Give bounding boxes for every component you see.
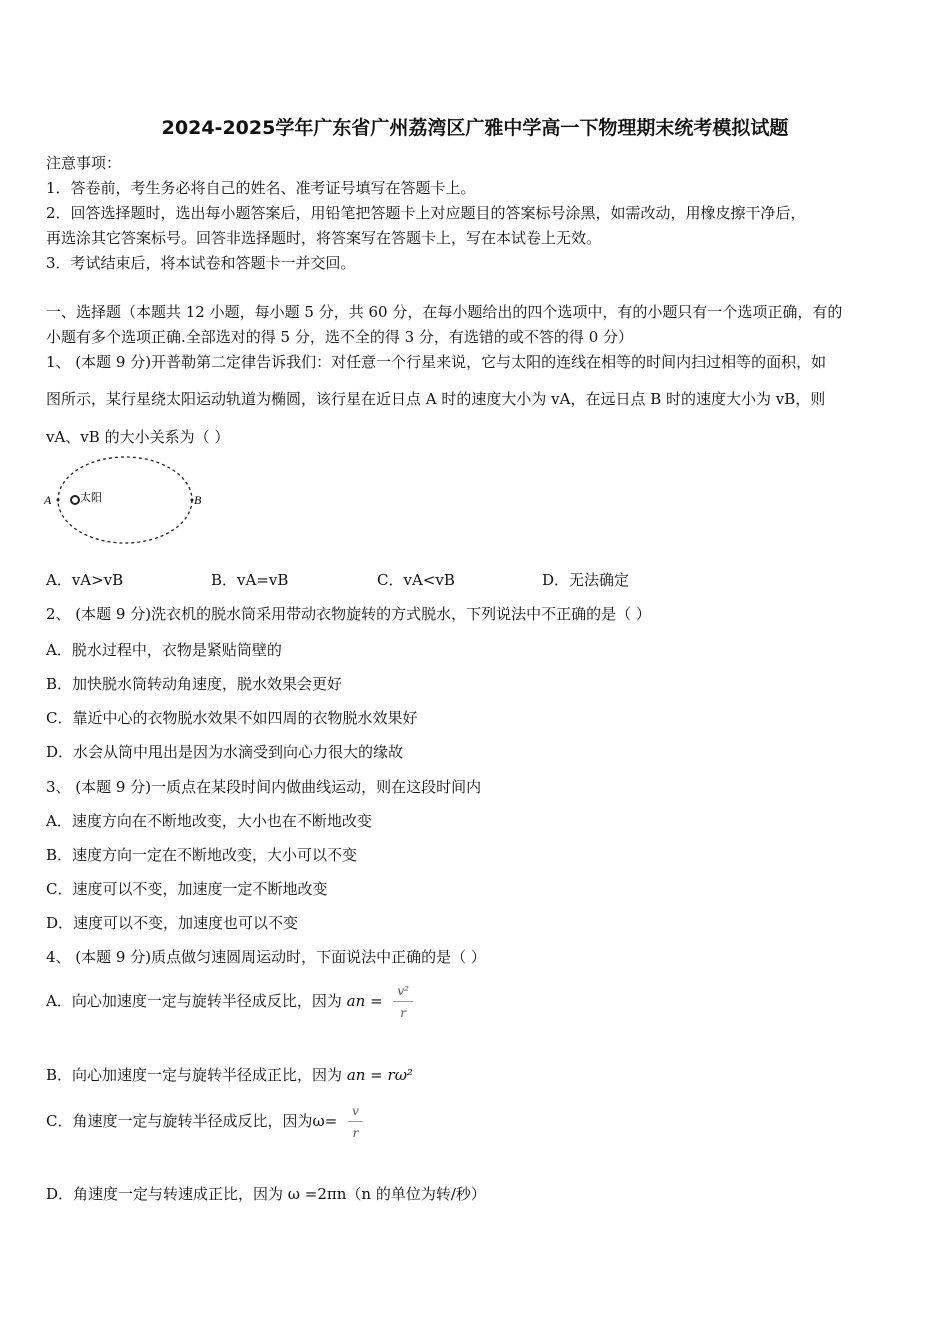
section-heading: 一、选择题（本题共 12 小题，每小题 5 分，共 60 分，在每小题给出的四个选项中，有的小题只有一个选项正确，有的: [46, 303, 843, 321]
q1-stem-cont: 图所示，某行星绕太阳运动轨道为椭圆，该行星在近日点 A 时的速度大小为 vA，在远日点 B 时的速度大小为 vB，则: [46, 390, 826, 408]
page-title: 2024-2025学年广东省广州荔湾区广雅中学高一下物理期末统考模拟试题: [161, 117, 789, 139]
orbit-figure: [40, 452, 210, 550]
label-sun: 太阳: [80, 491, 102, 504]
q2-option-a[interactable]: A．脱水过程中，衣物是紧贴筒壁的: [46, 641, 282, 659]
q4-option-d[interactable]: D．角速度一定与转速成正比，因为 ω =2πn（n 的单位为转/秒）: [46, 1185, 486, 1203]
q4-option-c-fraction: [348, 1104, 363, 1140]
q4-option-a-formula: an =: [346, 992, 383, 1010]
q2-option-b[interactable]: B．加快脱水筒转动角速度，脱水效果会更好: [46, 675, 343, 693]
q3-option-b[interactable]: B．速度方向一定在不断地改变，大小可以不变: [46, 846, 358, 864]
label-b: B: [194, 493, 202, 507]
notice-heading: 注意事项：: [46, 154, 122, 172]
q3-option-c[interactable]: C．速度可以不变，加速度一定不断地改变: [46, 880, 328, 898]
sun-icon: [71, 496, 79, 504]
q1-option-b[interactable]: B．vA=vB: [211, 571, 289, 589]
point-a-dot: [57, 499, 60, 502]
q1-stem: 1、 (本题 9 分)开普勒第二定律告诉我们：对任意一个行星来说，它与太阳的连线在相等的时间内扫过相等的面积，如: [46, 353, 827, 371]
q4-option-b-text: B．向心加速度一定与旋转半径成正比，因为: [46, 1066, 343, 1084]
q1-option-c[interactable]: C．vA<vB: [377, 571, 455, 589]
fraction-denominator: r: [352, 1126, 359, 1140]
q4-option-b-formula: an = rω²: [346, 1066, 413, 1084]
q4-stem: 4、 (本题 9 分)质点做匀速圆周运动时，下面说法中正确的是（ ）: [46, 948, 486, 966]
q1-option-a[interactable]: A．vA>vB: [46, 571, 124, 589]
q4-option-b[interactable]: [46, 1064, 413, 1085]
notice-item: 2．回答选择题时，选出每小题答案后，用铅笔把答题卡上对应题目的答案标号涂黑，如需改动，用橡皮擦干净后，: [46, 204, 806, 222]
fraction-numerator: v²: [393, 984, 413, 1002]
q4-option-a-fraction: [393, 984, 413, 1020]
q2-option-c[interactable]: C．靠近中心的衣物脱水效果不如四周的衣物脱水效果好: [46, 709, 418, 727]
section-heading-cont: 小题有多个选项正确.全部选对的得 5 分，选不全的得 3 分，有选错的或不答的得 0 分）: [46, 328, 634, 346]
notice-item: 1．答卷前，考生务必将自己的姓名、准考证号填写在答题卡上。: [46, 179, 476, 197]
fraction-denominator: r: [400, 1006, 407, 1020]
q3-stem: 3、 (本题 9 分)一质点在某段时间内做曲线运动，则在这段时间内: [46, 778, 482, 796]
q2-option-d[interactable]: D．水会从筒中甩出是因为水滴受到向心力很大的缘故: [46, 743, 404, 761]
q3-option-a[interactable]: A．速度方向在不断地改变，大小也在不断地改变: [46, 812, 372, 830]
q1-option-d[interactable]: D．无法确定: [542, 571, 630, 589]
fraction-numerator: v: [348, 1104, 363, 1122]
notice-item: 再选涂其它答案标号。回答非选择题时，将答案写在答题卡上，写在本试卷上无效。: [46, 229, 602, 247]
q4-option-c-text: C．角速度一定与旋转半径成反比，因为ω=: [46, 1112, 338, 1130]
q4-option-c[interactable]: [46, 1104, 363, 1140]
label-a: A: [44, 493, 52, 507]
q4-option-a[interactable]: [46, 984, 413, 1020]
q1-stem-cont: vA、vB 的大小关系为（ ）: [46, 428, 230, 446]
q3-option-d[interactable]: D．速度可以不变，加速度也可以不变: [46, 914, 299, 932]
notice-item: 3．考试结束后，将本试卷和答题卡一并交回。: [46, 254, 356, 272]
q4-option-a-text: A．向心加速度一定与旋转半径成反比，因为: [46, 992, 342, 1010]
q2-stem: 2、 (本题 9 分)洗衣机的脱水筒采用带动衣物旋转的方式脱水，下列说法中不正确的是（ ）: [46, 605, 651, 623]
